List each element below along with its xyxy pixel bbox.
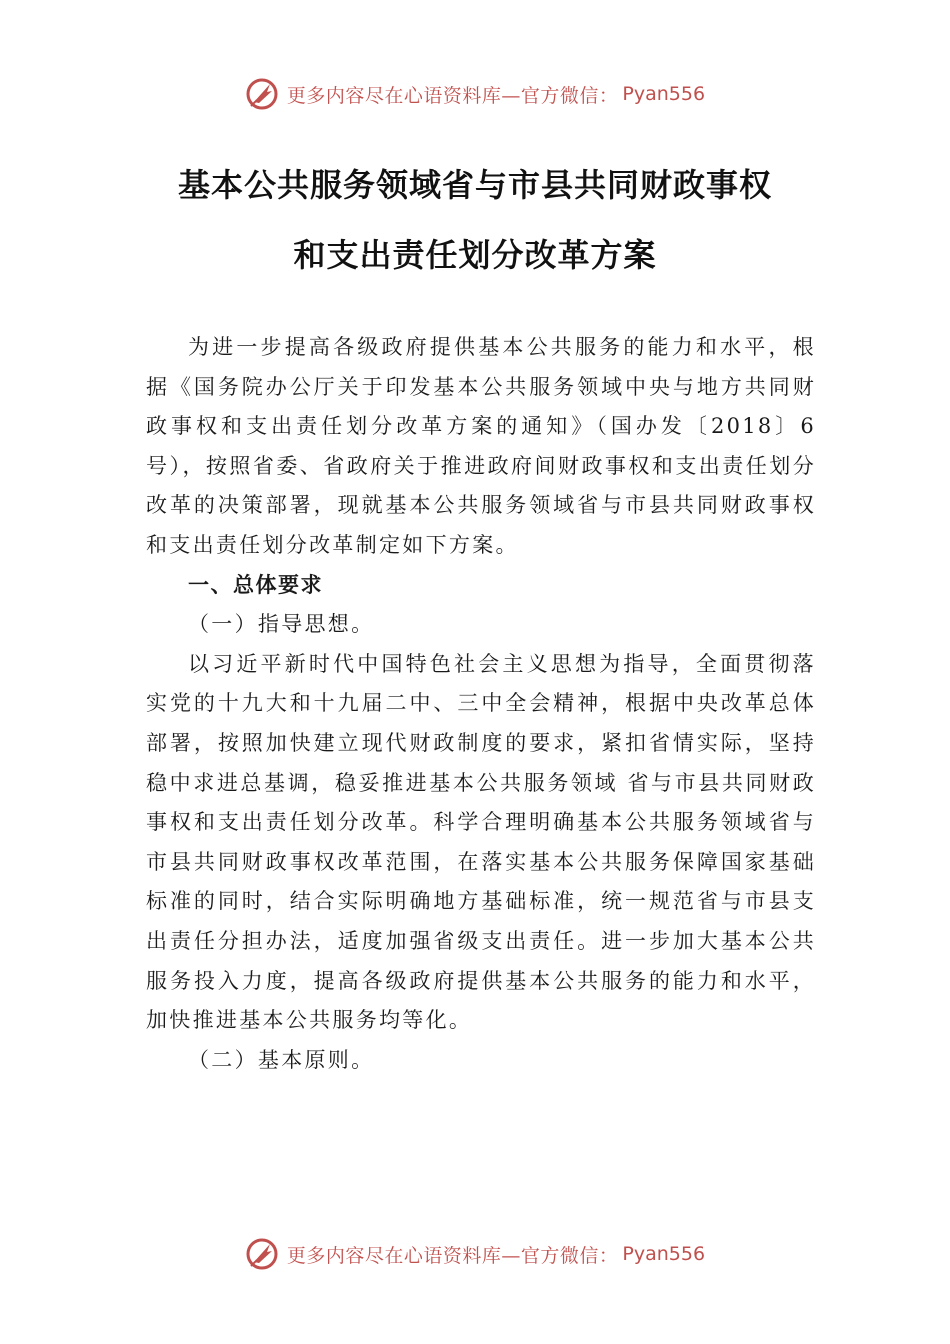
quill-circle-logo-icon — [245, 77, 279, 111]
section-heading: 一、总体要求 — [188, 572, 323, 597]
body-paragraph: 以习近平新时代中国特色社会主义思想为指导，全面贯彻落实党的十九大和十九届二中、三中全会精神，根据中央改革总体部署，按照加快建立现代财政制度的要求，紧扣省情实际，坚持稳中求进总基调，稳妥推进基本公共服务领域 省与市县共同财政事权和支出责任划分改革。科学合理明确基本公共服务领域省与市县共同财政事权改革范围，在落实基本公共服务保障国家基础标准的同时，结合实际明确地方基础标准，统一规范省与市县支出责任分担办法，适度加强省级支出责任。进一步加大基本公共服务投入力度，提高各级政府提供基本公共服务的能力和水平，加快推进基本公共服务均等化。 — [146, 651, 816, 1033]
intro-paragraph: 为进一步提高各级政府提供基本公共服务的能力和水平，根据《国务院办公厅关于印发基本公共服务领域中央与地方共同财政事权和支出责任划分改革方案的通知》（国办发〔2018〕6号），按照省委、省政府关于推进政府间财政事权和支出责任划分改革的决策部署，现就基本公共服务领域省与市县共同财政事权和支出责任划分改革制定如下方案。 — [146, 335, 816, 557]
document-title-line2: 和支出责任划分改革方案 — [293, 236, 657, 274]
subsection-heading: （一）指导思想。 — [188, 612, 375, 637]
banner-text: 更多内容尽在心语资料库—官方微信： — [286, 84, 619, 107]
subsection-heading: （二）基本原则。 — [188, 1047, 375, 1072]
quill-circle-logo-icon — [245, 1237, 279, 1271]
document-title-line1: 基本公共服务领域省与市县共同财政事权 — [177, 166, 772, 204]
wechat-id: Pyan556 — [622, 83, 706, 105]
footer-banner — [0, 1232, 950, 1276]
wechat-id: Pyan556 — [622, 1243, 706, 1265]
banner-text: 更多内容尽在心语资料库—官方微信： — [286, 1244, 619, 1267]
header-banner — [0, 72, 950, 116]
document-body — [146, 328, 816, 1080]
